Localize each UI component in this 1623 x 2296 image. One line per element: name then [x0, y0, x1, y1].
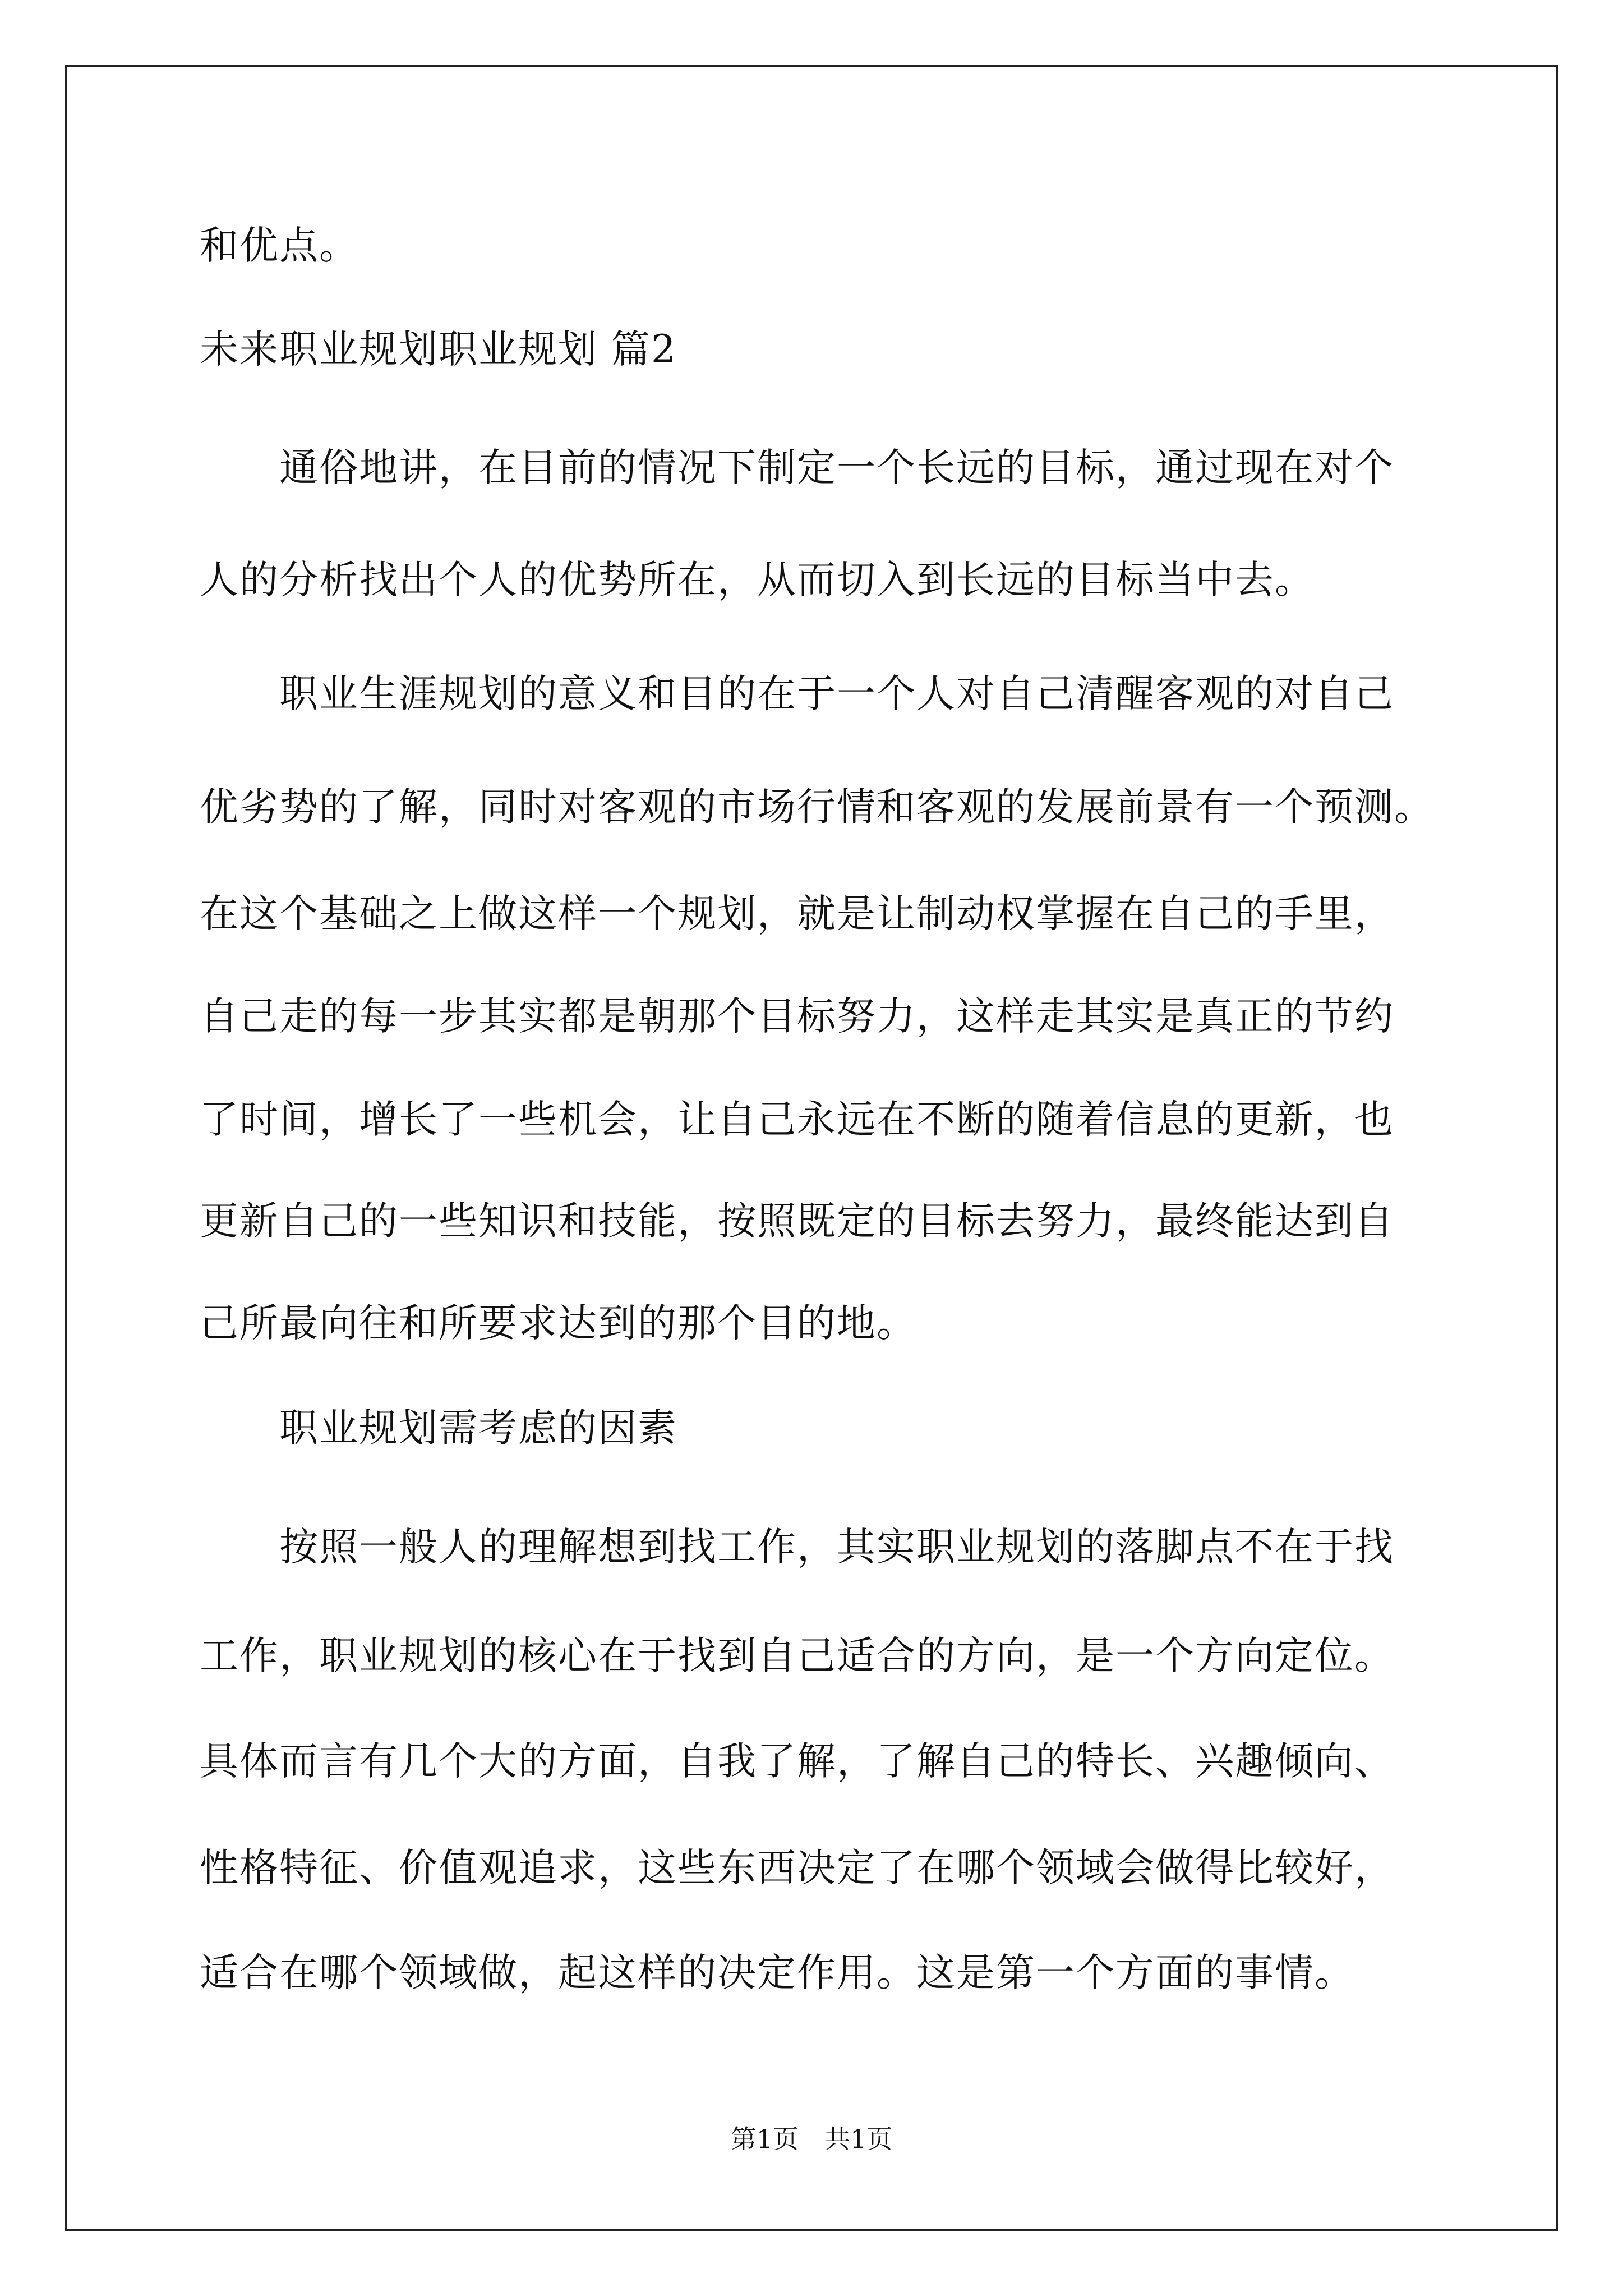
- text-line-16: 性格特征、价值观追求，这些东西决定了在哪个领域会做得比较好，: [200, 1846, 1394, 1890]
- text-line-3: 通俗地讲，在目前的情况下制定一个长远的目标，通过现在对个: [200, 445, 1394, 490]
- text-line-8: 自己走的每一步其实都是朝那个目标努力，这样走其实是真正的节约: [200, 994, 1394, 1039]
- text-line-14: 工作，职业规划的核心在于找到自己适合的方向，是一个方向定位。: [200, 1634, 1394, 1678]
- section-title: 未来职业规划职业规划 篇2: [200, 327, 677, 372]
- text-line-9: 了时间，增长了一些机会，让自己永远在不断的随着信息的更新，也: [200, 1097, 1394, 1142]
- text-line-17: 适合在哪个领域做，起这样的决定作用。这是第一个方面的事情。: [200, 1950, 1354, 1995]
- text-line-4: 人的分析找出个人的优势所在，从而切入到长远的目标当中去。: [200, 558, 1315, 602]
- text-line-6: 优劣势的了解，同时对客观的市场行情和客观的发展前景有一个预测。: [200, 785, 1434, 830]
- text-line-7: 在这个基础之上做这样一个规划，就是让制动权掌握在自己的手里，: [200, 891, 1394, 936]
- page-footer: 第1页 共1页: [730, 2124, 893, 2154]
- text-line-5: 职业生涯规划的意义和目的在于一个人对自己清醒客观的对自己: [200, 671, 1394, 716]
- subheading: 职业规划需考虑的因素: [200, 1406, 677, 1451]
- text-line-15: 具体而言有几个大的方面，自我了解，了解自己的特长、兴趣倾向、: [200, 1739, 1394, 1784]
- text-line-11: 己所最向往和所要求达到的那个目的地。: [200, 1301, 916, 1346]
- text-line-10: 更新自己的一些知识和技能，按照既定的目标去努力，最终能达到自: [200, 1199, 1394, 1244]
- page-frame: [65, 65, 1558, 2231]
- text-line-13: 按照一般人的理解想到找工作，其实职业规划的落脚点不在于找: [200, 1525, 1394, 1570]
- text-line-1: 和优点。: [200, 223, 359, 268]
